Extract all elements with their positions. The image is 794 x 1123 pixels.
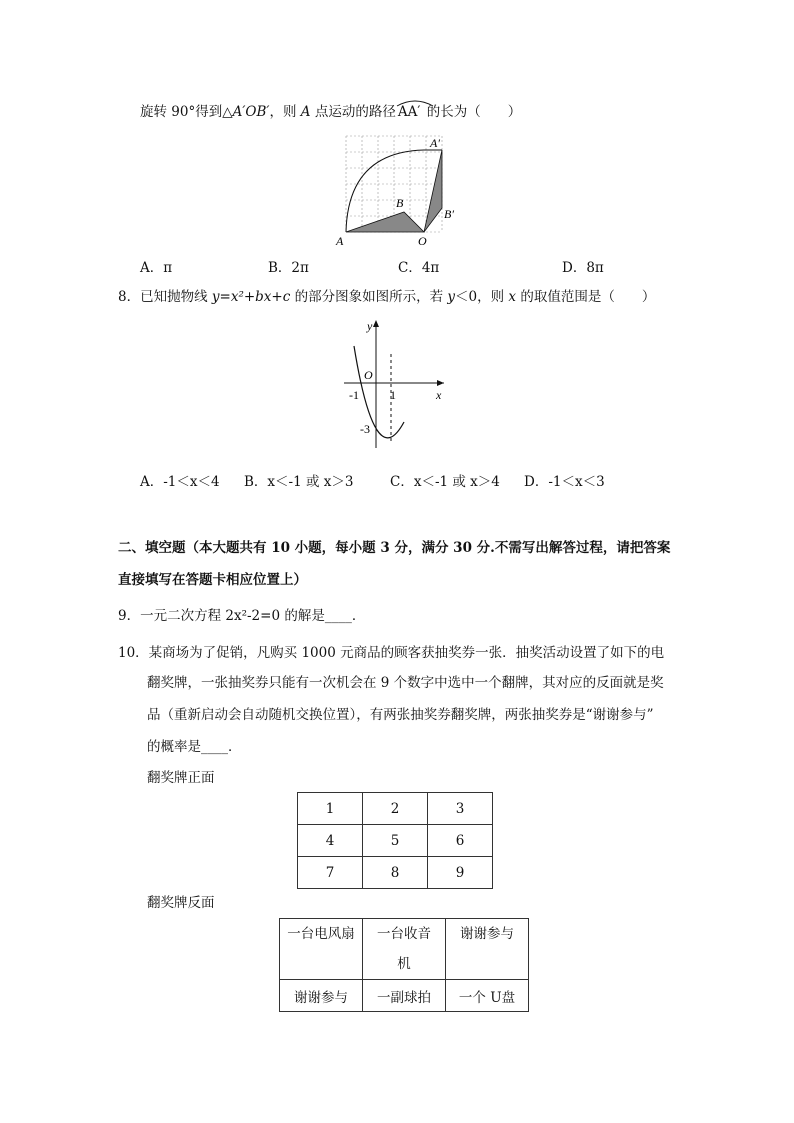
q7-stem-part: ，则 <box>269 104 301 120</box>
back-label: 翻奖牌反面 <box>147 895 215 911</box>
q10-line1: 10．某商场为了促销，凡购买 1000 元商品的顾客获抽奖券一张．抽奖活动设置了如下的电 <box>118 645 665 661</box>
label-b: B <box>396 196 404 210</box>
q7-option-a[interactable]: A．π <box>140 260 173 276</box>
back-card-6: 一个 U盘 <box>446 980 529 1012</box>
q7-option-d[interactable]: D．8π <box>562 260 604 276</box>
q7-option-b[interactable]: B．2π <box>268 260 309 276</box>
q8-stem-part: 的取值范围是（ ） <box>516 289 656 305</box>
label-a-prime: A′ <box>430 136 440 150</box>
label-b-prime: B′ <box>444 207 454 221</box>
front-card-6[interactable]: 6 <box>428 825 493 857</box>
label-y-axis: y <box>367 319 373 333</box>
q7-option-c[interactable]: C．4π <box>398 260 440 276</box>
back-card-2 <box>363 919 446 980</box>
label-origin: O <box>364 368 373 382</box>
q7-arc <box>396 102 423 122</box>
q10-line2: 翻奖牌，一张抽奖券只能有一次机会在 9 个数字中选中一个翻牌，其对应的反面就是奖 <box>147 675 664 691</box>
label-one: 1 <box>390 388 396 402</box>
front-label: 翻奖牌正面 <box>147 770 215 786</box>
back-card-table <box>279 918 529 1012</box>
label-neg1: -1 <box>349 388 359 402</box>
label-a: A <box>336 234 344 248</box>
front-card-3[interactable]: 3 <box>428 793 493 825</box>
q8-stem-part: ＜0，则 <box>455 289 509 305</box>
label-neg3: -3 <box>360 422 370 436</box>
table-row <box>298 825 493 857</box>
q7-figure <box>334 132 464 250</box>
q7-arc-label: AA′ <box>397 104 421 120</box>
q8-var-x: x <box>508 289 517 305</box>
table-row <box>298 793 493 825</box>
front-card-9[interactable]: 9 <box>428 857 493 889</box>
q8-option-b[interactable]: B．x＜-1 或 x＞3 <box>244 474 354 490</box>
front-card-4[interactable]: 4 <box>298 825 363 857</box>
label-o: O <box>418 234 427 248</box>
section-heading-line2: 直接填写在答题卡相应位置上） <box>118 572 307 588</box>
table-row <box>298 857 493 889</box>
back-card-5: 一副球拍 <box>363 980 446 1012</box>
front-card-5[interactable]: 5 <box>363 825 428 857</box>
q7-triangle: A′OB′ <box>232 104 270 120</box>
front-card-table <box>297 792 493 889</box>
front-card-8[interactable]: 8 <box>363 857 428 889</box>
table-row <box>280 980 529 1012</box>
q7-stem-part: 旋转 90°得到△ <box>140 104 233 120</box>
q8-var-y: y <box>447 289 456 305</box>
section-heading-line1: 二、填空题（本大题共有 10 小题，每小题 3 分，满分 30 分.不需写出解答过程，请把答案 <box>118 540 671 556</box>
front-card-1[interactable]: 1 <box>298 793 363 825</box>
q7-stem-part: 点运动的路径 <box>310 104 396 120</box>
q10-line4: 的概率是____． <box>147 739 242 755</box>
q8-option-c[interactable]: C．x＜-1 或 x＞4 <box>390 474 500 490</box>
q8-equation: y=x²+bx+c <box>211 289 291 305</box>
table-row <box>280 919 529 980</box>
back-card-1: 一台电风扇 <box>280 919 363 980</box>
back-card-2-text-cont: 机 <box>397 956 411 972</box>
q9-text: 9．一元二次方程 2x²-2=0 的解是____． <box>118 608 366 624</box>
q8-stem-part: 的部分图象如图所示，若 <box>290 289 448 305</box>
back-card-3: 谢谢参与 <box>446 919 529 980</box>
arc-icon <box>396 99 434 107</box>
q8-stem <box>118 287 655 307</box>
q7-stem <box>140 102 521 122</box>
q10-line3: 品（重新启动会自动随机交换位置），有两张抽奖券翻奖牌，两张抽奖券是“谢谢参与” <box>147 707 654 723</box>
q7-stem-part: 的长为（ ） <box>422 104 522 120</box>
q8-stem-part: 8．已知抛物线 <box>118 289 212 305</box>
front-card-2[interactable]: 2 <box>363 793 428 825</box>
back-card-2-text: 一台收音 <box>377 926 431 942</box>
back-card-4: 谢谢参与 <box>280 980 363 1012</box>
q7-point-a: A <box>300 104 311 120</box>
front-card-7[interactable]: 7 <box>298 857 363 889</box>
q8-figure <box>340 316 452 452</box>
q8-option-a[interactable]: A．-1＜x＜4 <box>140 474 220 490</box>
label-x-axis: x <box>436 388 442 402</box>
q8-option-d[interactable]: D．-1＜x＜3 <box>524 474 605 490</box>
